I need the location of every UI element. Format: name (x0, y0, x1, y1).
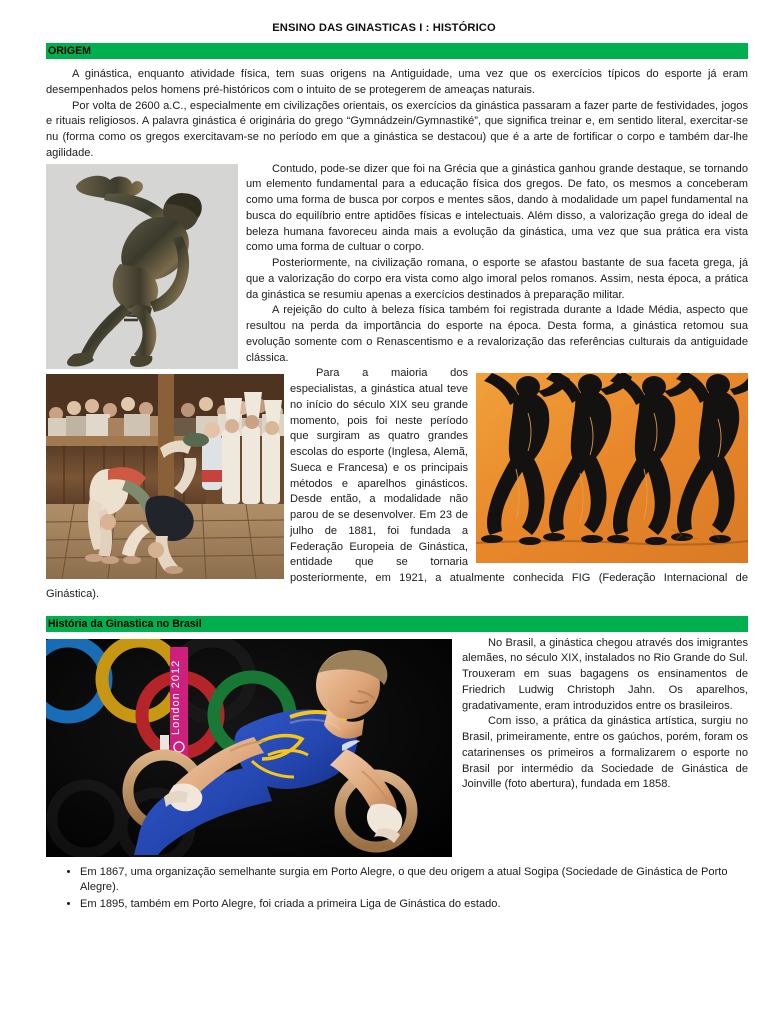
figure-acrobats-painting (46, 374, 284, 579)
list-item: • Em 1867, uma organização semelhante surgia em Porto Alegre, o que deu origem a atual Sogipa (Sociedade de Ginástica de Porto Alegre). (80, 865, 748, 897)
paragraph-origem-3: Contudo, pode-se dizer que foi na Grécia que a ginástica ganhou grande destaque, se tornando um elemento fundamental para a educação física dos gregos. De fato, os mesmos a conceberam como uma forma de busca por corpos e mentes sãos, dando à modalidade um papel fundamental na busca do equilíbrio entre aptidões físicas e intelectuais. Além disso, a valorização grega do ideal de beleza humana favoreceu ainda mais a evolução da ginástica, uma vez que sua prática era vista como uma forma de cultuar o corpo. (246, 162, 748, 254)
bullet-list-brasil (46, 865, 748, 913)
acrobats-painting-illustration (46, 374, 284, 579)
list-item: • Em 1895, também em Porto Alegre, foi criada a primeira Liga de Ginástica do estado. (80, 897, 748, 913)
paragraph-brasil-1: No Brasil, a ginástica chegou através dos imigrantes alemães, no século XIX, instalados no Rio Grande do Sul. Trouxeram em suas bagagens os ensinamentos de Friedrich Ludwig Christoph Jahn. Os aparelhos, gradativamente, eram introduzidos entre os brasileiros. (462, 636, 748, 712)
page-title: ENSINO DAS GINASTICAS I : HISTÓRICO (272, 22, 496, 34)
figure-olympic-gymnast (46, 639, 452, 857)
section-body-historia-brasil (46, 636, 748, 859)
gymnast-illustration (46, 639, 452, 857)
figure-discobolus-statue (46, 164, 238, 369)
section-body-origem (46, 67, 748, 603)
paragraph-origem-5: A rejeição do culto à beleza física também foi registrada durante a Idade Média, aspecto que resultou na perda da importância do esporte na época. Desta forma, a ginástica retomou sua evolução somente com o Renascentismo e a revalorização das referências culturais da antiguidade clássica. (246, 304, 748, 364)
discobolus-illustration (46, 164, 238, 369)
paragraph-brasil-2: Com isso, a prática da ginástica artística, surgiu no Brasil, primeiramente, entre os gaúchos, porém, foram os catarinenses os primeiros a formalizarem o esporte no Brasil por intermédio da Sociedade de Ginástica de Joinville (foto abertura), fundada em 1858. (462, 715, 748, 791)
greek-vase-illustration (476, 373, 748, 563)
section-header-historia-brasil: História da Ginastica no Brasil (46, 616, 748, 632)
paragraph-origem-2: Por volta de 2600 a.C., especialmente em civilizações orientais, os exercícios da ginástica passaram a fazer parte de festividades, jogos e rituais religiosos. A palavra ginástica é originária do grego “Gymnádzein/Gymnastiké”, que significa treinar e, em sentido literal, exercitar-se nu (forma como os gregos exercitavam-se no período em que a ginástica se destacou) que é a arte de fortificar o corpo e também dar-lhe agilidade. (46, 99, 748, 159)
section-header-origem: ORIGEM (46, 43, 748, 59)
paragraph-origem-4: Posteriormente, na civilização romana, o esporte se afastou bastante de sua faceta grega, já que a valorização do corpo era vista como algo imoral pelos romanos. Assim, nesta época, a prática da ginástica se resumiu apenas a exercícios destinados à preparação militar. (246, 257, 748, 301)
paragraph-origem-6: Para a maioria dos especialistas, a ginástica atual teve no início do século XIX seu grande momento, pois foi neste período que surgiram as quatro grandes escolas do esporte (Inglesa, Alemã, Sueca e Francesa) e os principais métodos e aparelhos ginásticos. Desde então, a modalidade não parou de se desenvolver. Em 23 de julho de 1881, foi fundada a Federação Europeia de Ginástica, entidade que se tornaria posteriormente, em 1921, a atualmente conhecida FIG (Federação Internacional de Ginástica). (46, 367, 748, 600)
paragraph-origem-1: A ginástica, enquanto atividade física, tem suas origens na Antiguidade, uma vez que os exercícios típicos do esporte já eram desempenhados pelos homens pré-históricos com o intuito de se protegerem de ameaças naturais. (46, 68, 748, 96)
svg-text:London 2012: London 2012 (170, 659, 182, 735)
figure-greek-vase-runners (476, 373, 748, 563)
